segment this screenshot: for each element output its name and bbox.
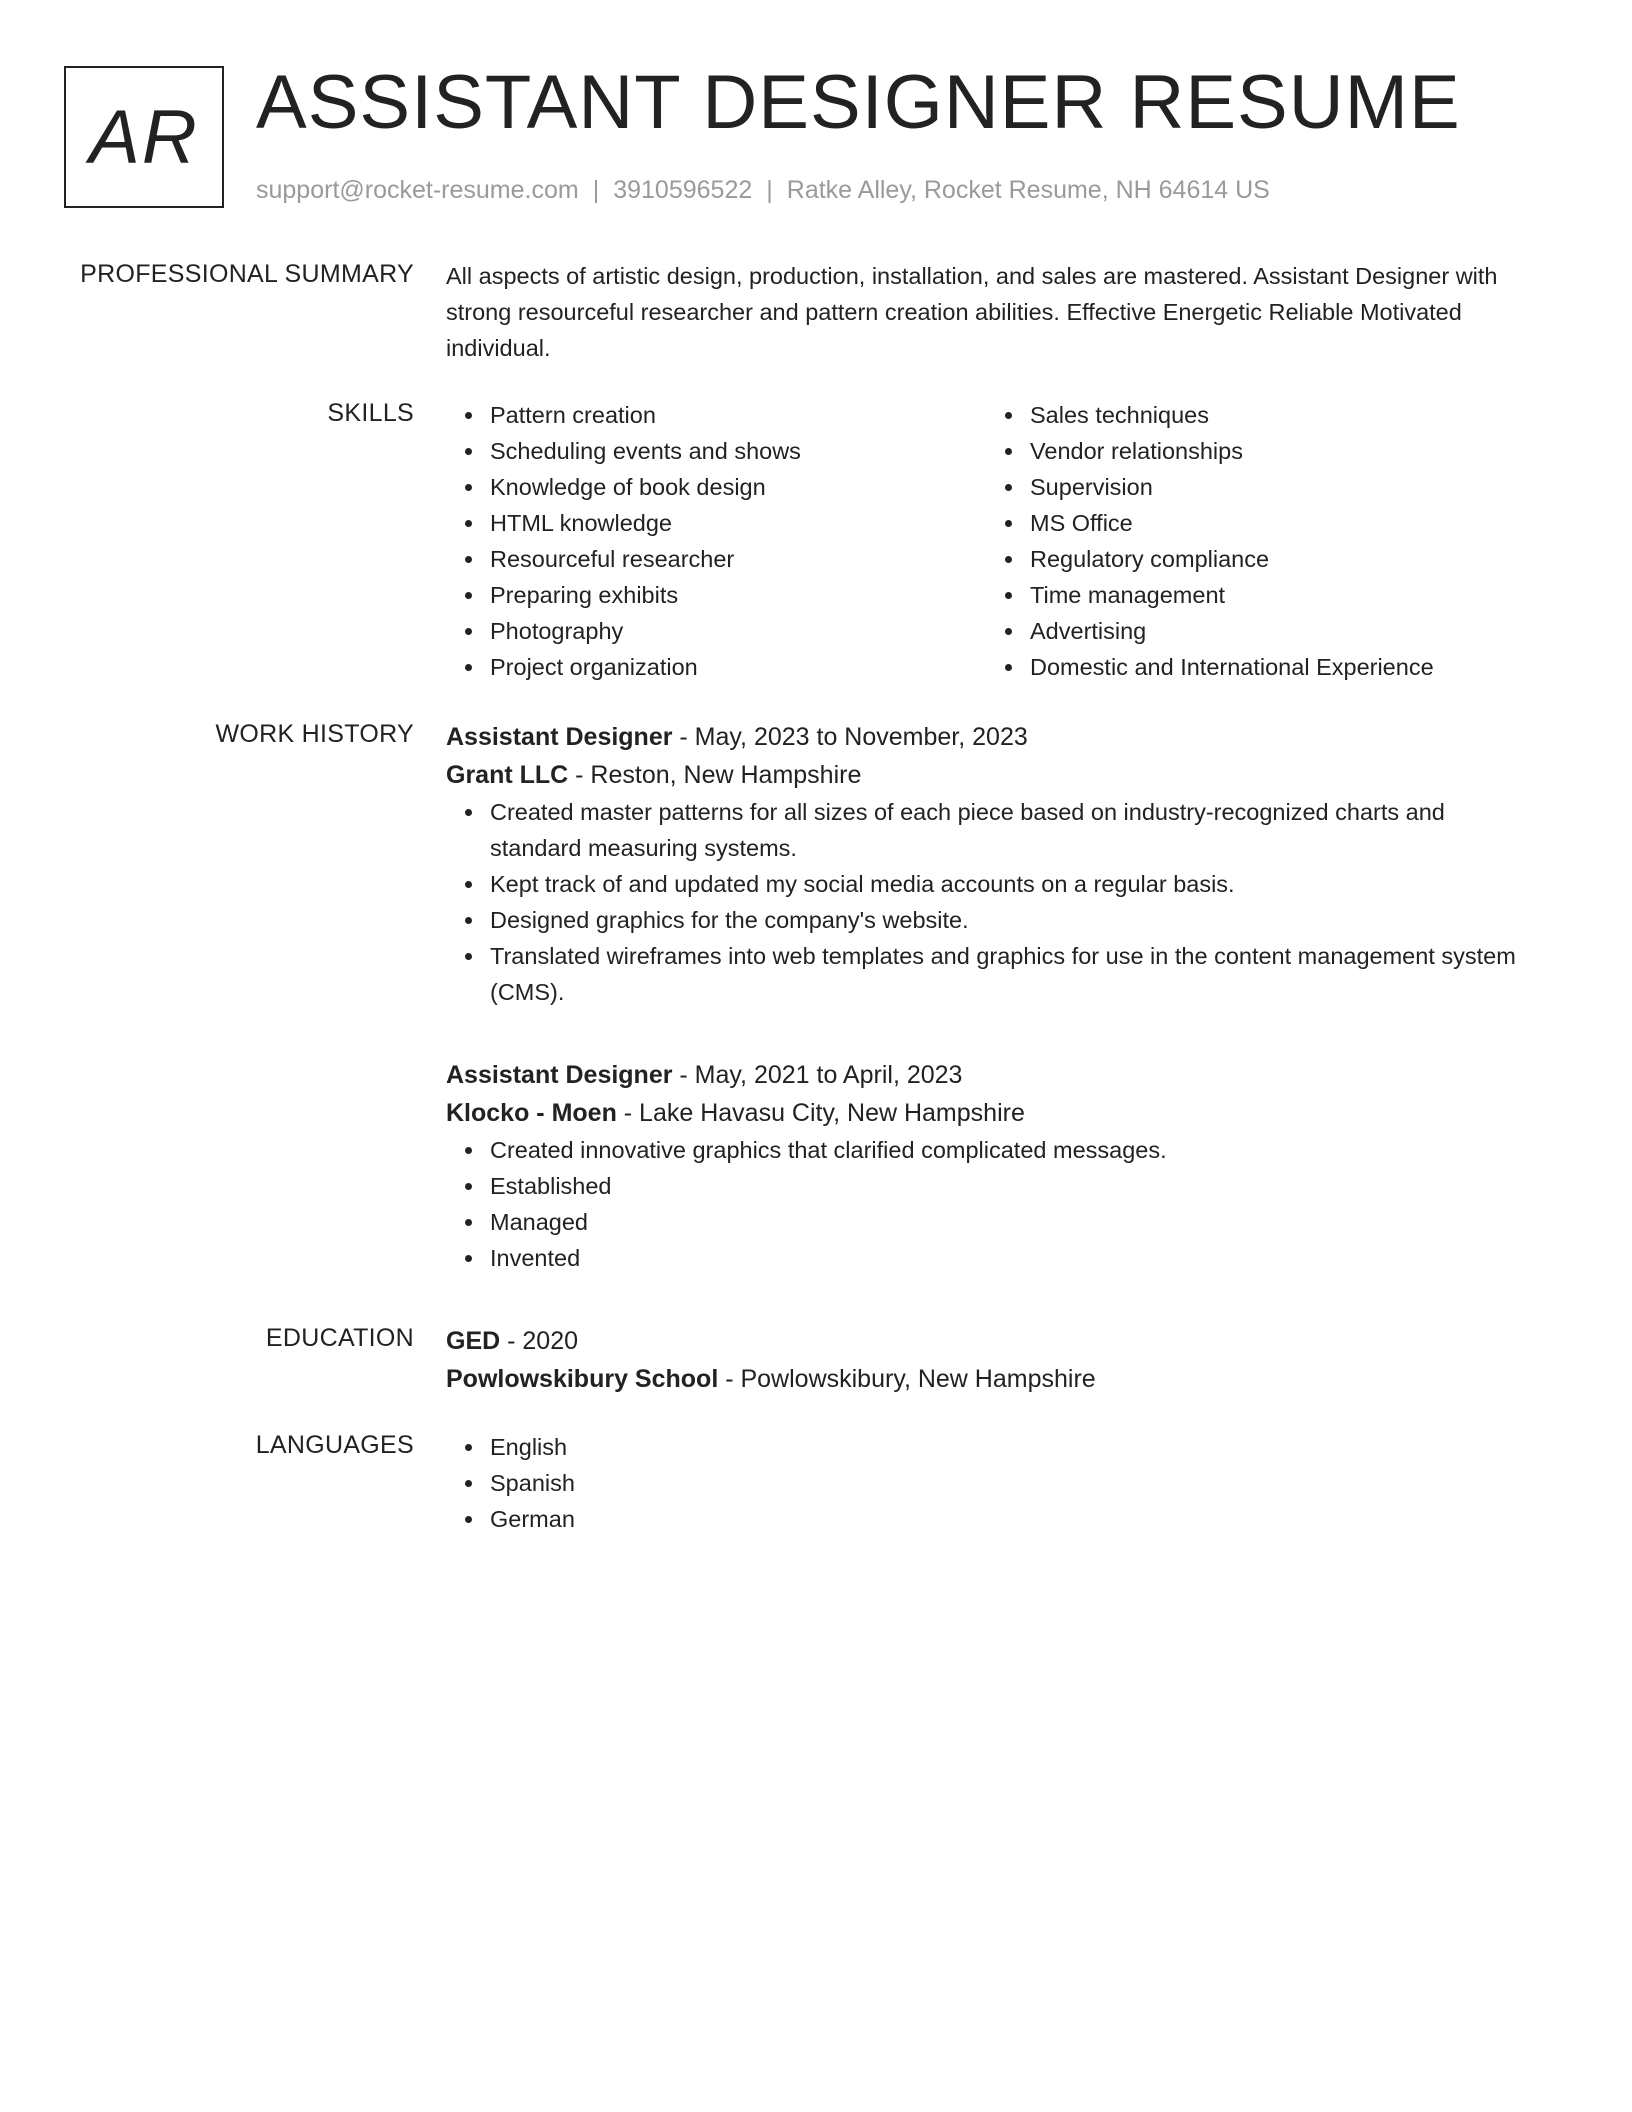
list-item: Advertising (1030, 613, 1526, 649)
list-item: Supervision (1030, 469, 1526, 505)
skills-list-right (986, 397, 1526, 685)
school-location: - Powlowskibury, New Hampshire (718, 1365, 1096, 1393)
list-item: Regulatory compliance (1030, 541, 1526, 577)
job-location: - Lake Havasu City, New Hampshire (616, 1099, 1025, 1127)
list-item: Pattern creation (490, 397, 986, 433)
contact-line (256, 174, 1270, 206)
education-heading: EDUCATION (265, 1324, 414, 1352)
contact-separator: | (592, 176, 600, 204)
contact-address: Ratke Alley, Rocket Resume, NH 64614 US (786, 176, 1270, 204)
list-item: Time management (1030, 577, 1526, 613)
list-item: Designed graphics for the company's website. (490, 902, 1526, 938)
list-item: Managed (490, 1204, 1526, 1240)
list-item: English (490, 1429, 1526, 1465)
list-item: Project organization (490, 649, 986, 685)
list-item: Sales techniques (1030, 397, 1526, 433)
summary-heading: PROFESSIONAL SUMMARY (80, 260, 414, 288)
list-item: Preparing exhibits (490, 577, 986, 613)
languages-heading: LANGUAGES (255, 1431, 414, 1459)
summary-text: All aspects of artistic design, production, installation, and sales are mastered. Assistant Designer with strong resourceful researcher and pattern creation abilities. Effective Energetic Reliable Motivated individual. (446, 263, 1498, 361)
list-item: Domestic and International Experience (1030, 649, 1526, 685)
school-line (446, 1360, 1526, 1398)
contact-phone: 3910596522 (613, 176, 753, 204)
job-dates: - May, 2023 to November, 2023 (672, 723, 1028, 751)
job-bullets (446, 794, 1526, 1010)
contact-email: support@rocket-resume.com (256, 176, 579, 204)
job-title-line (446, 1056, 1526, 1094)
work-history-heading: WORK HISTORY (215, 720, 414, 748)
skills-list-left (446, 397, 986, 685)
list-item: Vendor relationships (1030, 433, 1526, 469)
degree-year: - 2020 (500, 1327, 579, 1355)
languages-body (446, 1429, 1526, 1537)
monogram-box (64, 66, 224, 208)
list-item: Established (490, 1168, 1526, 1204)
job-company-line (446, 1094, 1526, 1132)
list-item: Created innovative graphics that clarified complicated messages. (490, 1132, 1526, 1168)
job-bullets (446, 1132, 1526, 1276)
job-title: Assistant Designer (446, 723, 673, 751)
job-title: Assistant Designer (446, 1061, 673, 1089)
list-item: Translated wireframes into web templates and graphics for use in the content management system (CMS). (490, 938, 1526, 1010)
list-item: Resourceful researcher (490, 541, 986, 577)
list-item: Spanish (490, 1465, 1526, 1501)
list-item: HTML knowledge (490, 505, 986, 541)
monogram-initials: AR (89, 94, 199, 180)
list-item: Knowledge of book design (490, 469, 986, 505)
contact-separator: | (766, 176, 773, 204)
degree-line (446, 1322, 1526, 1360)
list-item: German (490, 1501, 1526, 1537)
summary-body (446, 258, 1526, 366)
job-entry (446, 718, 1526, 1010)
job-title-line (446, 718, 1526, 756)
list-item: Photography (490, 613, 986, 649)
list-item: Created master patterns for all sizes of each piece based on industry-recognized charts and standard measuring systems. (490, 794, 1526, 866)
skills-columns (446, 397, 1526, 685)
job-dates: - May, 2021 to April, 2023 (672, 1061, 963, 1089)
languages-list (446, 1429, 1526, 1537)
list-item: MS Office (1030, 505, 1526, 541)
list-item: Scheduling events and shows (490, 433, 986, 469)
job-company-line (446, 756, 1526, 794)
skills-heading: SKILLS (327, 399, 414, 427)
job-location: - Reston, New Hampshire (568, 761, 862, 789)
job-company: Grant LLC (446, 761, 569, 789)
education-entry (446, 1322, 1526, 1398)
list-item: Kept track of and updated my social media accounts on a regular basis. (490, 866, 1526, 902)
resume-title: ASSISTANT DESIGNER RESUME (256, 60, 1461, 145)
school-name: Powlowskibury School (446, 1365, 719, 1393)
degree: GED (446, 1327, 501, 1355)
job-entry (446, 1056, 1526, 1276)
list-item: Invented (490, 1240, 1526, 1276)
job-company: Klocko - Moen (446, 1099, 617, 1127)
skills-body (446, 397, 1526, 685)
